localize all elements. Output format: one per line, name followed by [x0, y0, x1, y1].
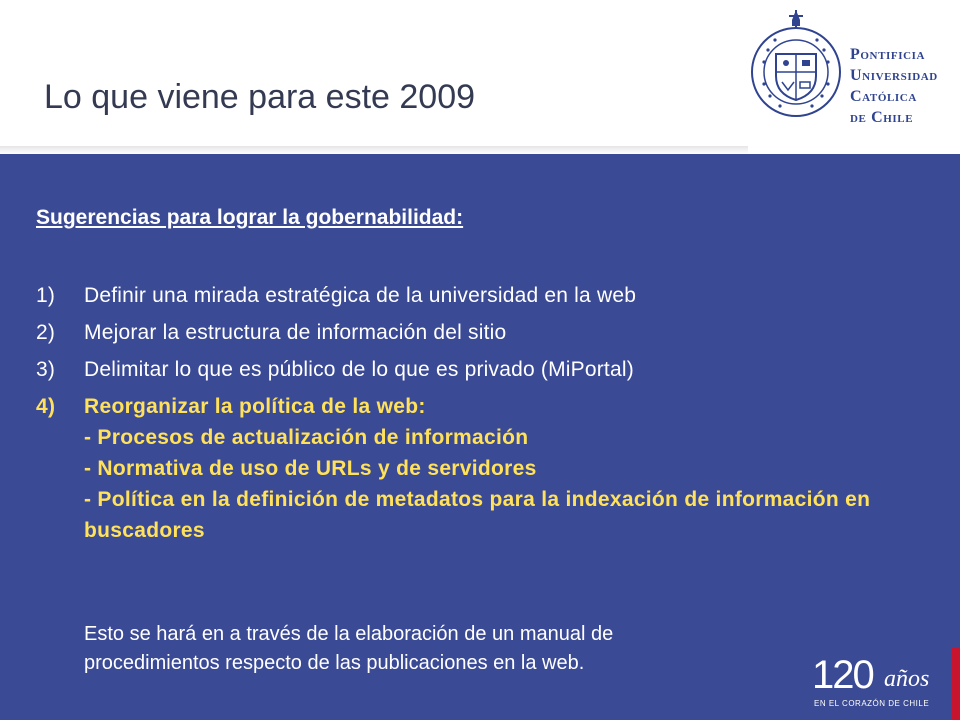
university-name-line: de Chile: [850, 109, 914, 126]
list-item-number: 1): [36, 284, 56, 307]
highlight-subpoint: - Política en la definición de metadatos para la indexación de información en buscadores: [84, 488, 871, 542]
list-item-text: Mejorar la estructura de información del sitio: [84, 321, 507, 344]
list-item-text: Definir una mirada estratégica de la universidad en la web: [84, 284, 637, 307]
anniversary-tagline: EN EL CORAZÓN DE CHILE: [814, 699, 930, 708]
suggestion-list: [36, 280, 916, 552]
university-name: [850, 44, 938, 128]
list-item-number: 4): [36, 395, 56, 418]
accent-bar: [952, 648, 960, 720]
slide-title: Lo que viene para este 2009: [44, 78, 476, 116]
anniversary-number: 120: [812, 653, 873, 697]
section-subtitle: Sugerencias para lograr la gobernabilidad:: [36, 206, 464, 229]
list-item: [36, 280, 916, 311]
highlight-heading: Reorganizar la política de la web:: [84, 395, 426, 418]
highlighted-list-item: [36, 391, 916, 546]
list-item-number: 2): [36, 321, 56, 344]
closing-note-line: Esto se hará en a través de la elaboración de un manual de: [84, 623, 614, 645]
highlight-subpoint: - Procesos de actualización de información: [84, 426, 529, 449]
university-seal-logo: [748, 8, 844, 130]
anniversary-logo: [812, 650, 942, 710]
closing-note-line: procedimientos respecto de las publicaciones en la web.: [84, 652, 585, 674]
header-divider: [0, 146, 748, 154]
university-name-line: Universidad: [850, 67, 938, 84]
university-name-line: Católica: [850, 88, 917, 105]
highlight-subpoint: - Normativa de uso de URLs y de servidores: [84, 457, 537, 480]
closing-note: [84, 620, 804, 678]
university-name-line: Pontificia: [850, 46, 926, 63]
list-item: [36, 317, 916, 348]
list-item: [36, 354, 916, 385]
list-item-text: Delimitar lo que es público de lo que es privado (MiPortal): [84, 358, 634, 381]
anniversary-word: años: [884, 666, 930, 692]
list-item-number: 3): [36, 358, 56, 381]
